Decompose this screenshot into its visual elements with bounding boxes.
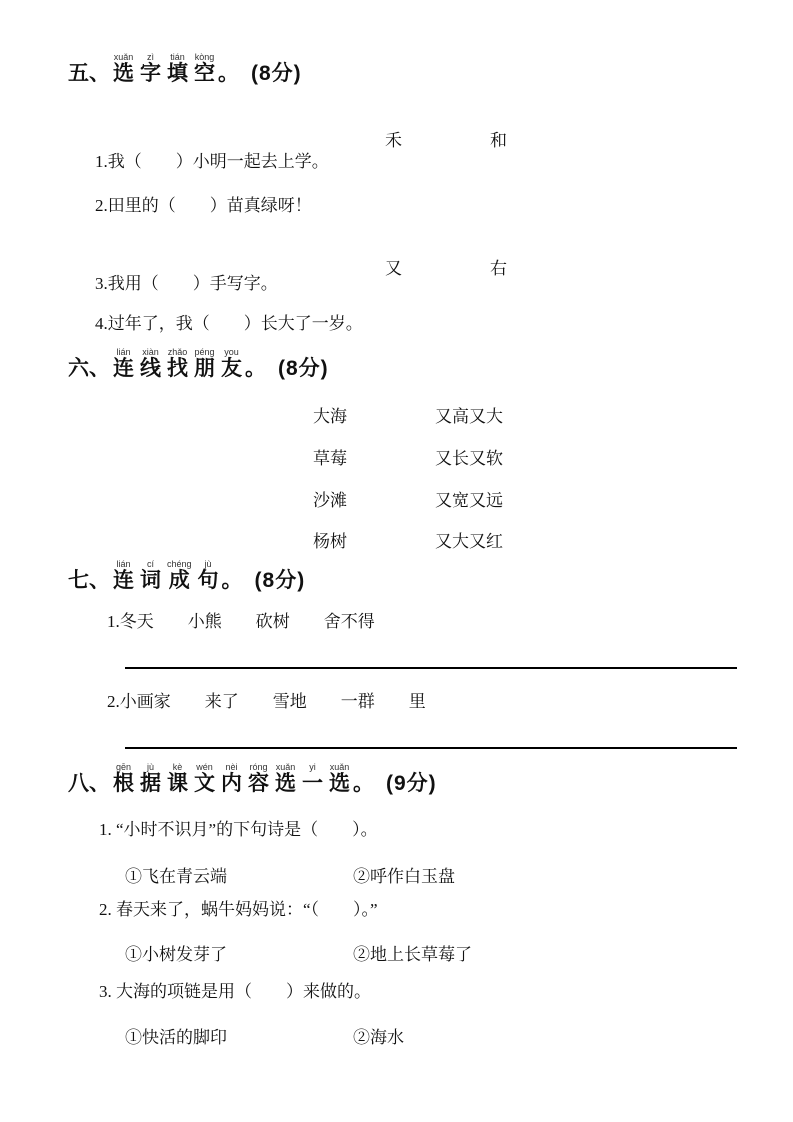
section-five-title: 选xuǎn字zì填tián空kòng	[113, 52, 215, 85]
match-right-phrase: 又大又红	[435, 532, 503, 551]
section-seven-period: 。	[221, 569, 243, 592]
choice-char-you1: 又	[385, 259, 402, 278]
question-1-options	[0, 862, 793, 884]
section-seven-title: 连lián词cí成chéng句jù	[113, 559, 219, 592]
section-eight-period: 。	[353, 772, 374, 795]
match-left-word: 草莓	[313, 449, 347, 468]
section-five-number: 五、	[68, 62, 110, 85]
question-2-options	[0, 940, 793, 962]
section-six-header	[68, 348, 329, 381]
match-row-3	[0, 486, 793, 508]
option-1: ①快活的脚印	[125, 1028, 227, 1047]
section-eight-header	[68, 763, 437, 796]
match-left-word: 杨树	[313, 532, 347, 551]
option-1: ①小树发芽了	[125, 945, 227, 964]
answer-line-2	[125, 747, 737, 749]
match-right-phrase: 又宽又远	[435, 491, 503, 510]
question-3-stem: 3. 大海的项链是用（ ）来做的。	[99, 982, 371, 1001]
option-2: ②呼作白玉盘	[353, 867, 455, 886]
choice-char-you2: 右	[490, 259, 507, 278]
section-six-period: 。	[245, 357, 266, 380]
match-left-word: 大海	[313, 407, 347, 426]
section-eight-title: 根gēn据jù课kè文wén内nèi容róng选xuǎn一yi选xuǎn	[113, 762, 350, 795]
match-row-4	[0, 527, 793, 549]
match-row-1	[0, 402, 793, 424]
question-1-stem: 1. “小时不识月”的下句诗是（ ）。	[99, 820, 378, 839]
word-order-item-1: 1.冬天 小熊 砍树 舍不得	[107, 612, 375, 631]
section-seven-header	[68, 560, 305, 593]
choice-char-he2: 和	[490, 131, 507, 150]
match-left-word: 沙滩	[313, 491, 347, 510]
answer-line-1	[125, 667, 737, 669]
word-order-item-2: 2.小画家 来了 雪地 一群 里	[107, 692, 426, 711]
section-five-header	[68, 53, 302, 86]
fill-blank-item-1: 1.我（ ）小明一起去上学。	[95, 152, 329, 171]
fill-blank-item-4: 4.过年了，我（ ）长大了一岁。	[95, 314, 363, 333]
section-seven-score: (8分)	[254, 569, 306, 592]
option-2: ②海水	[353, 1028, 404, 1047]
fill-blank-item-2: 2.田里的（ ）苗真绿呀！	[95, 196, 312, 215]
match-right-phrase: 又长又软	[435, 449, 503, 468]
choice-pair-he	[368, 106, 507, 171]
choice-char-he1: 禾	[385, 131, 402, 150]
section-eight-number: 八、	[68, 772, 110, 795]
choice-pair-you	[368, 234, 507, 299]
question-3-options	[0, 1023, 793, 1045]
section-seven-number: 七、	[68, 569, 110, 592]
question-2-stem: 2. 春天来了，蜗牛妈妈说：“（ ）。”	[99, 900, 378, 919]
option-2: ②地上长草莓了	[353, 945, 472, 964]
match-row-2	[0, 444, 793, 466]
section-five-period: 。	[218, 62, 239, 85]
section-eight-score: (9分)	[386, 772, 437, 795]
section-five-score: (8分)	[251, 62, 302, 85]
section-six-score: (8分)	[278, 357, 329, 380]
fill-blank-item-3: 3.我用（ ）手写字。	[95, 274, 278, 293]
section-six-number: 六、	[68, 357, 110, 380]
match-right-phrase: 又高又大	[435, 407, 503, 426]
section-six-title: 连lián线xiàn找zhǎo朋péng友you	[113, 347, 242, 380]
option-1: ①飞在青云端	[125, 867, 227, 886]
